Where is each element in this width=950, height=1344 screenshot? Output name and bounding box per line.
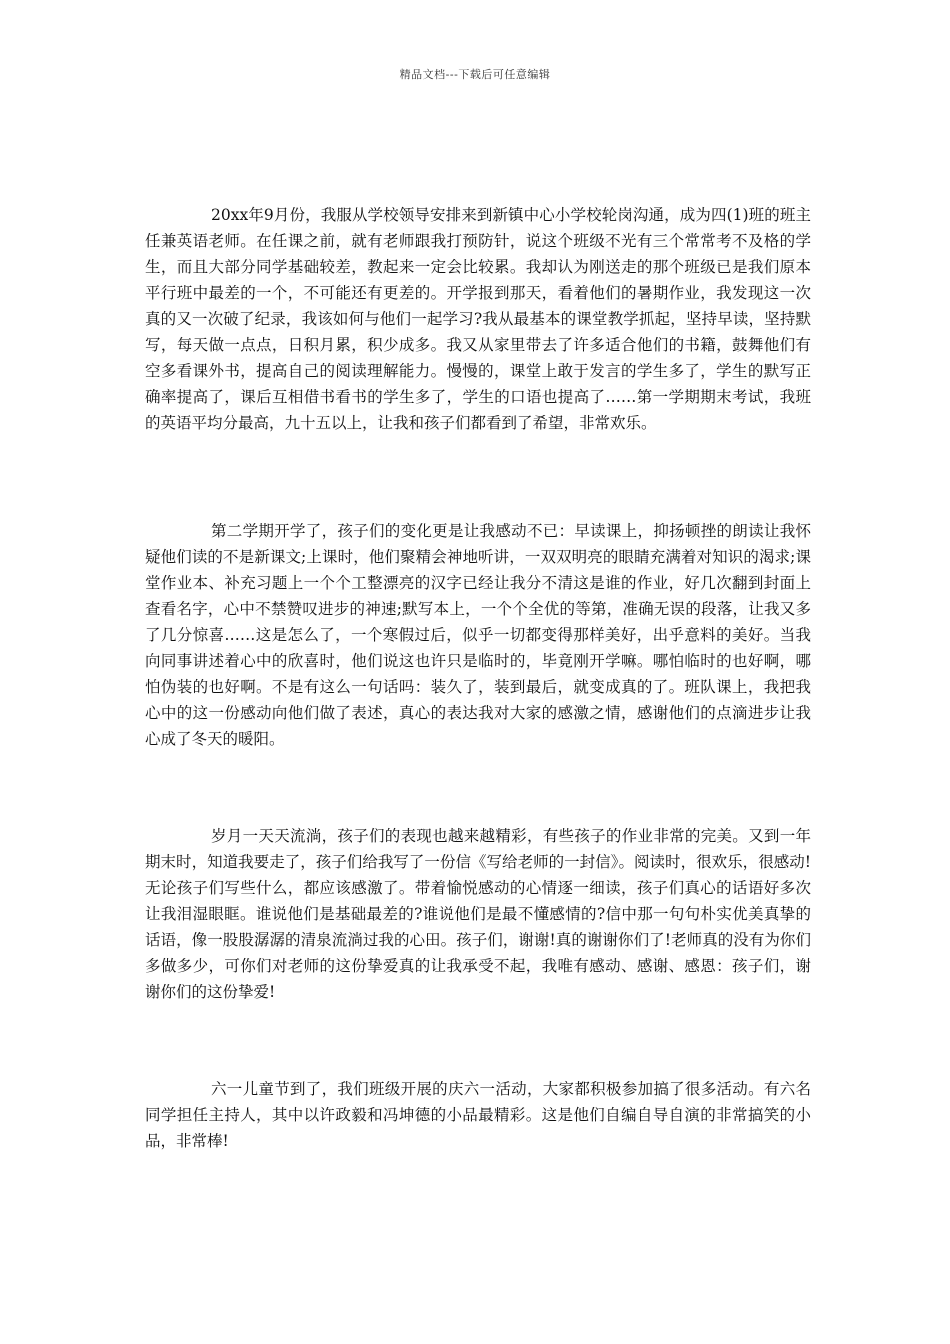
- body-paragraph-1: 20xx年9月份，我服从学校领导安排来到新镇中心小学校轮岗沟通，成为四(1)班的班主任兼英语老师。在任课之前，就有老师跟我打预防针，说这个班级不光有三个常常考不及格的学生，而且大部分同学基础较差，教起来一定会比较累。我却认为刚送走的那个班级已是我们原本平行班中最差的一个，不可能还有更差的。开学报到那天，看着他们的暑期作业，我发现这一次真的又一次破了纪录，我该如何与他们一起学习?我从最基本的课堂教学抓起，坚持早读，坚持默写，每天做一点点，日积月累，积少成多。我又从家里带去了许多适合他们的书籍，鼓舞他们有空多看课外书，提高自己的阅读理解能力。慢慢的，课堂上敢于发言的学生多了，学生的默写正确率提高了，课后互相借书看书的学生多了，学生的口语也提高了……第一学期期末考试，我班的英语平均分最高，九十五以上，让我和孩子们都看到了希望，非常欢乐。: [145, 206, 811, 432]
- body-paragraph-3: 岁月一天天流淌，孩子们的表现也越来越精彩，有些孩子的作业非常的完美。又到一年期末时，知道我要走了，孩子们给我写了一份信《写给老师的一封信》。阅读时，很欢乐，很感动!无论孩子们写些什么，都应该感激了。带着愉悦感动的心情逐一细读，孩子们真心的话语好多次让我泪湿眼眶。谁说他们是基础最差的?谁说他们是最不懂感情的?信中那一句句朴实优美真挚的话语，像一股股潺潺的清泉流淌过我的心田。孩子们，谢谢!真的谢谢你们了!老师真的没有为你们多做多少，可你们对老师的这份挚爱真的让我承受不起，我唯有感动、感谢、感恩：孩子们，谢谢你们的这份挚爱!: [145, 827, 811, 1001]
- body-paragraph-2: 第二学期开学了，孩子们的变化更是让我感动不已：早读课上，抑扬顿挫的朗读让我怀疑他们读的不是新课文;上课时，他们聚精会神地听讲，一双双明亮的眼睛充满着对知识的渴求;课堂作业本、补充习题上一个个工整漂亮的汉字已经让我分不清这是谁的作业，好几次翻到封面上查看名字，心中不禁赞叹进步的神速;默写本上，一个个全优的等第，准确无误的段落，让我又多了几分惊喜……这是怎么了，一个寒假过后，似乎一切都变得那样美好，出乎意料的美好。当我向同事讲述着心中的欣喜时，他们说这也许只是临时的，毕竟刚开学嘛。哪怕临时的也好啊，哪怕伪装的也好啊。不是有这么一句话吗：装久了，装到最后，就变成真的了。班队课上，我把我心中的这一份感动向他们做了表述，真心的表达我对大家的感激之情，感谢他们的点滴进步让我心成了冬天的暖阳。: [145, 522, 811, 748]
- page-header: 精品文档---下载后可任意编辑: [399, 68, 551, 81]
- body-paragraph-4: 六一儿童节到了，我们班级开展的庆六一活动，大家都积极参加搞了很多活动。有六名同学担任主持人，其中以许政毅和冯坤德的小品最精彩。这是他们自编自导自演的非常搞笑的小品，非常棒!: [145, 1080, 811, 1150]
